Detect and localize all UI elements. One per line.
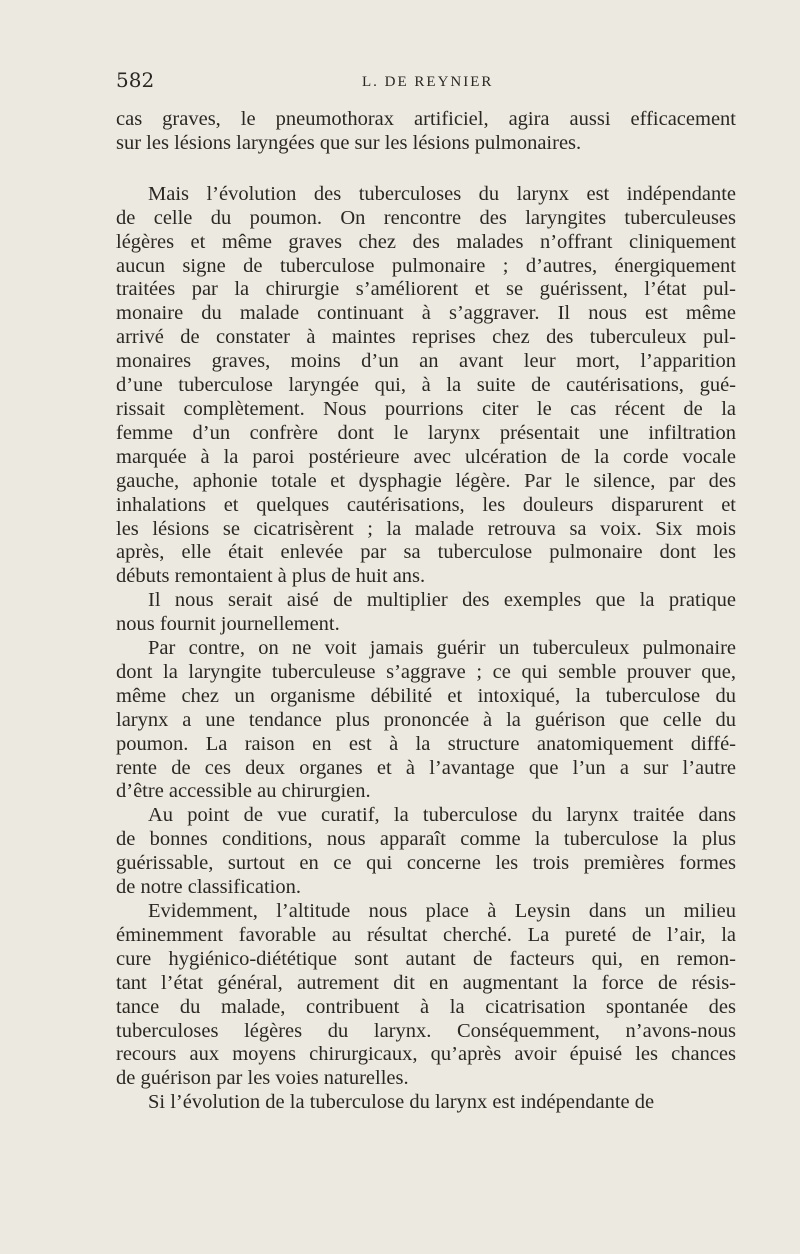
paragraph: [116, 589, 736, 637]
text-line: femme d’un confrère dont le larynx présentait une infiltration: [116, 421, 736, 444]
text-line: les lésions se cicatrisèrent ; la malade retrouva sa voix. Six mois: [116, 517, 736, 540]
text-line: même chez un organisme débilité et intoxiqué, la tuberculose du: [116, 684, 736, 707]
paragraph: [116, 637, 736, 804]
text-line: légères et même graves chez des malades n’offrant cliniquement: [116, 230, 736, 253]
text-line: débuts remontaient à plus de huit ans.: [116, 565, 426, 588]
text-line: guérissable, surtout en ce qui concerne les trois premières formes: [116, 852, 736, 875]
text-line: Au point de vue curatif, la tuberculose du larynx traitée dans: [148, 804, 736, 827]
text-line: traitées par la chirurgie s’améliorent et se guérissent, l’état pul-: [116, 278, 736, 301]
text-line: gauche, aphonie totale et dysphagie légère. Par le silence, par des: [116, 469, 736, 492]
text-line: tuberculoses légères du larynx. Conséquemment, n’avons-nous: [116, 1019, 736, 1042]
text-line: tant l’état général, autrement dit en augmentant la force de résis-: [116, 971, 736, 994]
text-line: sur les lésions laryngées que sur les lésions pulmonaires.: [116, 131, 582, 154]
text-line: inhalations et quelques cautérisations, les douleurs disparurent et: [116, 493, 736, 516]
text-line: aucun signe de tuberculose pulmonaire ; d’autres, énergiquement: [116, 254, 736, 277]
text-line: cas graves, le pneumothorax artificiel, agira aussi efficacement: [116, 108, 736, 130]
text-line: Mais l’évolution des tuberculoses du larynx est indépendante: [148, 182, 736, 205]
text-line: nous fournit journellement.: [116, 613, 340, 636]
text-line: recours aux moyens chirurgicaux, qu’après avoir épuisé les chances: [116, 1043, 736, 1066]
paragraph: [116, 804, 736, 900]
text-line: de celle du poumon. On rencontre des laryngites tuberculeuses: [116, 206, 736, 229]
text-line: Si l’évolution de la tuberculose du larynx est indépendante de: [148, 1091, 655, 1114]
paragraph-gap: [116, 156, 736, 183]
text-line: après, elle était enlevée par sa tuberculose pulmonaire dont les: [116, 541, 736, 564]
text-line: monaires graves, moins d’un an avant leur mort, l’apparition: [116, 350, 736, 373]
text-line: de notre classification.: [116, 876, 302, 899]
text-line: tance du malade, contribuent à la cicatrisation spontanée des: [116, 995, 736, 1018]
text-line: d’être accessible au chirurgien.: [116, 780, 371, 803]
text-line: Il nous serait aisé de multiplier des exemples que la pratique: [148, 589, 736, 612]
text-line: Par contre, on ne voit jamais guérir un tuberculeux pulmonaire: [148, 637, 736, 660]
paragraph: [116, 183, 736, 589]
text-line: de guérison par les voies naturelles.: [116, 1067, 409, 1090]
text-line: monaire du malade continuant à s’aggraver. Il nous est même: [116, 302, 736, 325]
text-line: marquée à la paroi postérieure avec ulcération de la corde vocale: [116, 445, 736, 468]
text-line: cure hygiénico-diététique sont autant de facteurs qui, en remon-: [116, 947, 736, 970]
text-line: arrivé de constater à maintes reprises chez des tuberculeux pul-: [116, 326, 736, 349]
paragraph: [116, 1091, 736, 1115]
page-number: 582: [116, 68, 155, 92]
running-head: L. DE REYNIER: [362, 74, 494, 90]
text-line: éminemment favorable au résultat cherché. La pureté de l’air, la: [116, 923, 736, 946]
text-line: de bonnes conditions, nous apparaît comme la tuberculose la plus: [116, 828, 736, 851]
text-line: larynx a une tendance plus prononcée à la guérison que celle du: [116, 708, 736, 731]
text-line: rissait complètement. Nous pourrions citer le cas récent de la: [116, 397, 736, 420]
text-line: d’une tuberculose laryngée qui, à la suite de cautérisations, gué-: [116, 374, 736, 397]
paragraph: [116, 900, 736, 1091]
text-line: poumon. La raison en est à la structure anatomiquement diffé-: [116, 732, 736, 755]
text-line: dont la laryngite tuberculeuse s’aggrave ; ce qui semble prouver que,: [116, 660, 736, 683]
paragraph: [116, 108, 736, 156]
text-line: rente de ces deux organes et à l’avantage que l’un a sur l’autre: [116, 756, 736, 779]
page-header: [0, 64, 800, 104]
body-text: [116, 108, 736, 1115]
text-line: Evidemment, l’altitude nous place à Leysin dans un milieu: [148, 900, 736, 922]
